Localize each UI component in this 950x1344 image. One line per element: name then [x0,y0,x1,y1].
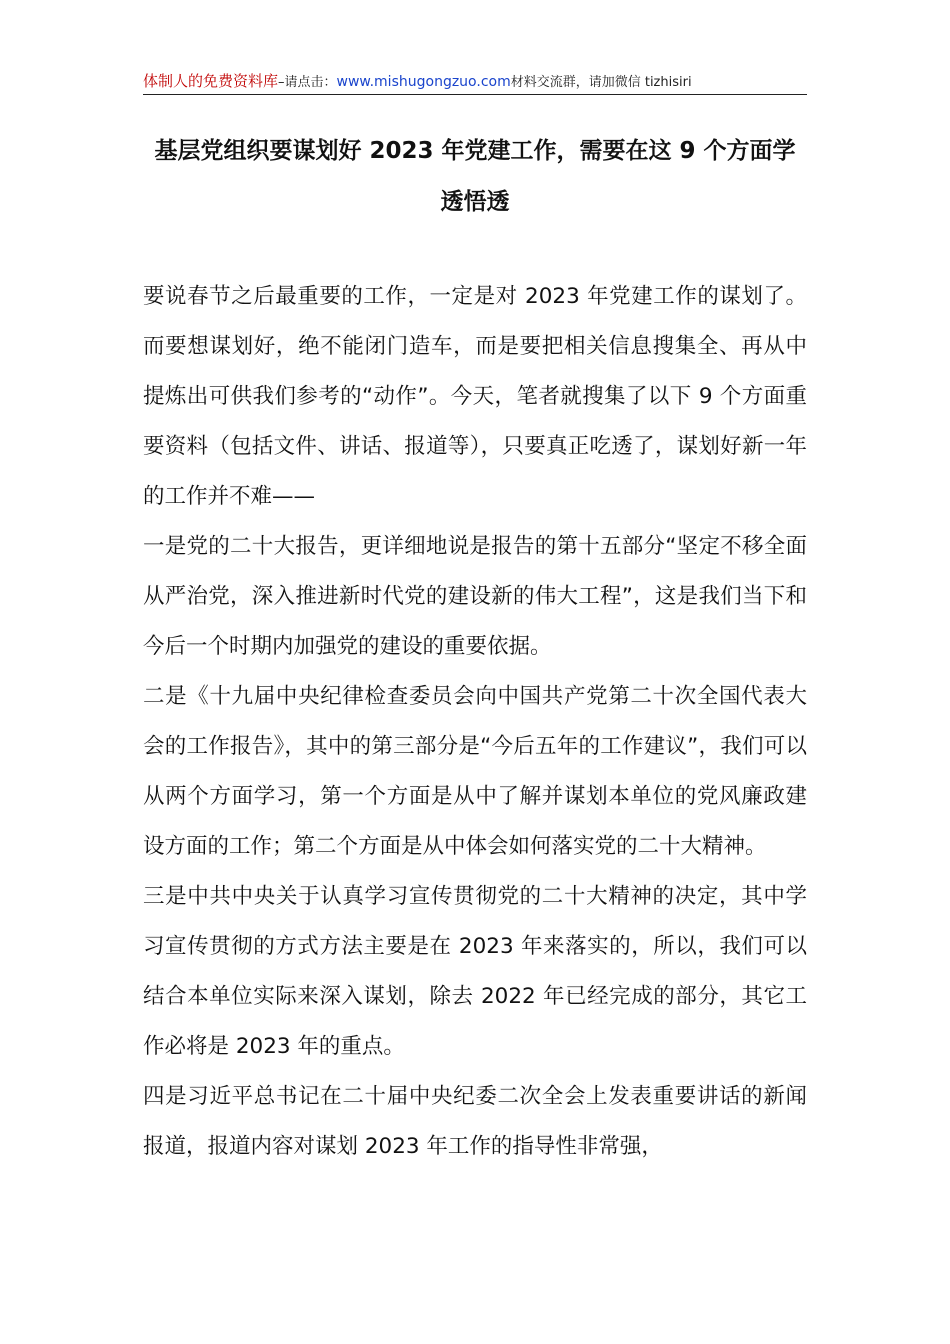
header-link[interactable]: www.mishugongzuo.com [336,74,511,90]
document-body [143,272,807,1172]
paragraph-item-2: 二是《十九届中央纪律检查委员会向中国共产党第二十次全国代表大会的工作报告》，其中的第三部分是“今后五年的工作建议”，我们可以从两个方面学习，第一个方面是从中了解并谋划本单位的党风廉政建设方面的工作；第二个方面是从中体会如何落实党的二十大精神。 [143,684,807,859]
header-bar [143,70,807,95]
paragraph-intro: 要说春节之后最重要的工作，一定是对 2023 年党建工作的谋划了。而要想谋划好，绝不能闭门造车，而是要把相关信息搜集全、再从中提炼出可供我们参考的“动作”。今天，笔者就搜集了以下 9 个方面重要资料（包括文件、讲话、报道等），只要真正吃透了，谋划好新一年的工作并不难—— [143,284,807,509]
header-hint: –请点击： [278,75,337,90]
paragraph-item-4: 四是习近平总书记在二十届中央纪委二次全会上发表重要讲话的新闻报道，报道内容对谋划 2023 年工作的指导性非常强， [143,1084,807,1159]
document-title: 基层党组织要谋划好 2023 年党建工作，需要在这 9 个方面学透悟透 [154,138,796,215]
paragraph-item-1: 一是党的二十大报告，更详细地说是报告的第十五部分“坚定不移全面从严治党，深入推进新时代党的建设新的伟大工程”，这是我们当下和今后一个时期内加强党的建设的重要依据。 [143,534,807,659]
header-group-text: 材料交流群，请加微信 tizhisiri [510,75,692,90]
paragraph-item-3: 三是中共中央关于认真学习宣传贯彻党的二十大精神的决定，其中学习宣传贯彻的方式方法主要是在 2023 年来落实的，所以，我们可以结合本单位实际来深入谋划，除去 2022 年已经完成的部分，其它工作必将是 2023 年的重点。 [143,884,807,1059]
header-brand: 体制人的免费资料库 [143,72,279,90]
